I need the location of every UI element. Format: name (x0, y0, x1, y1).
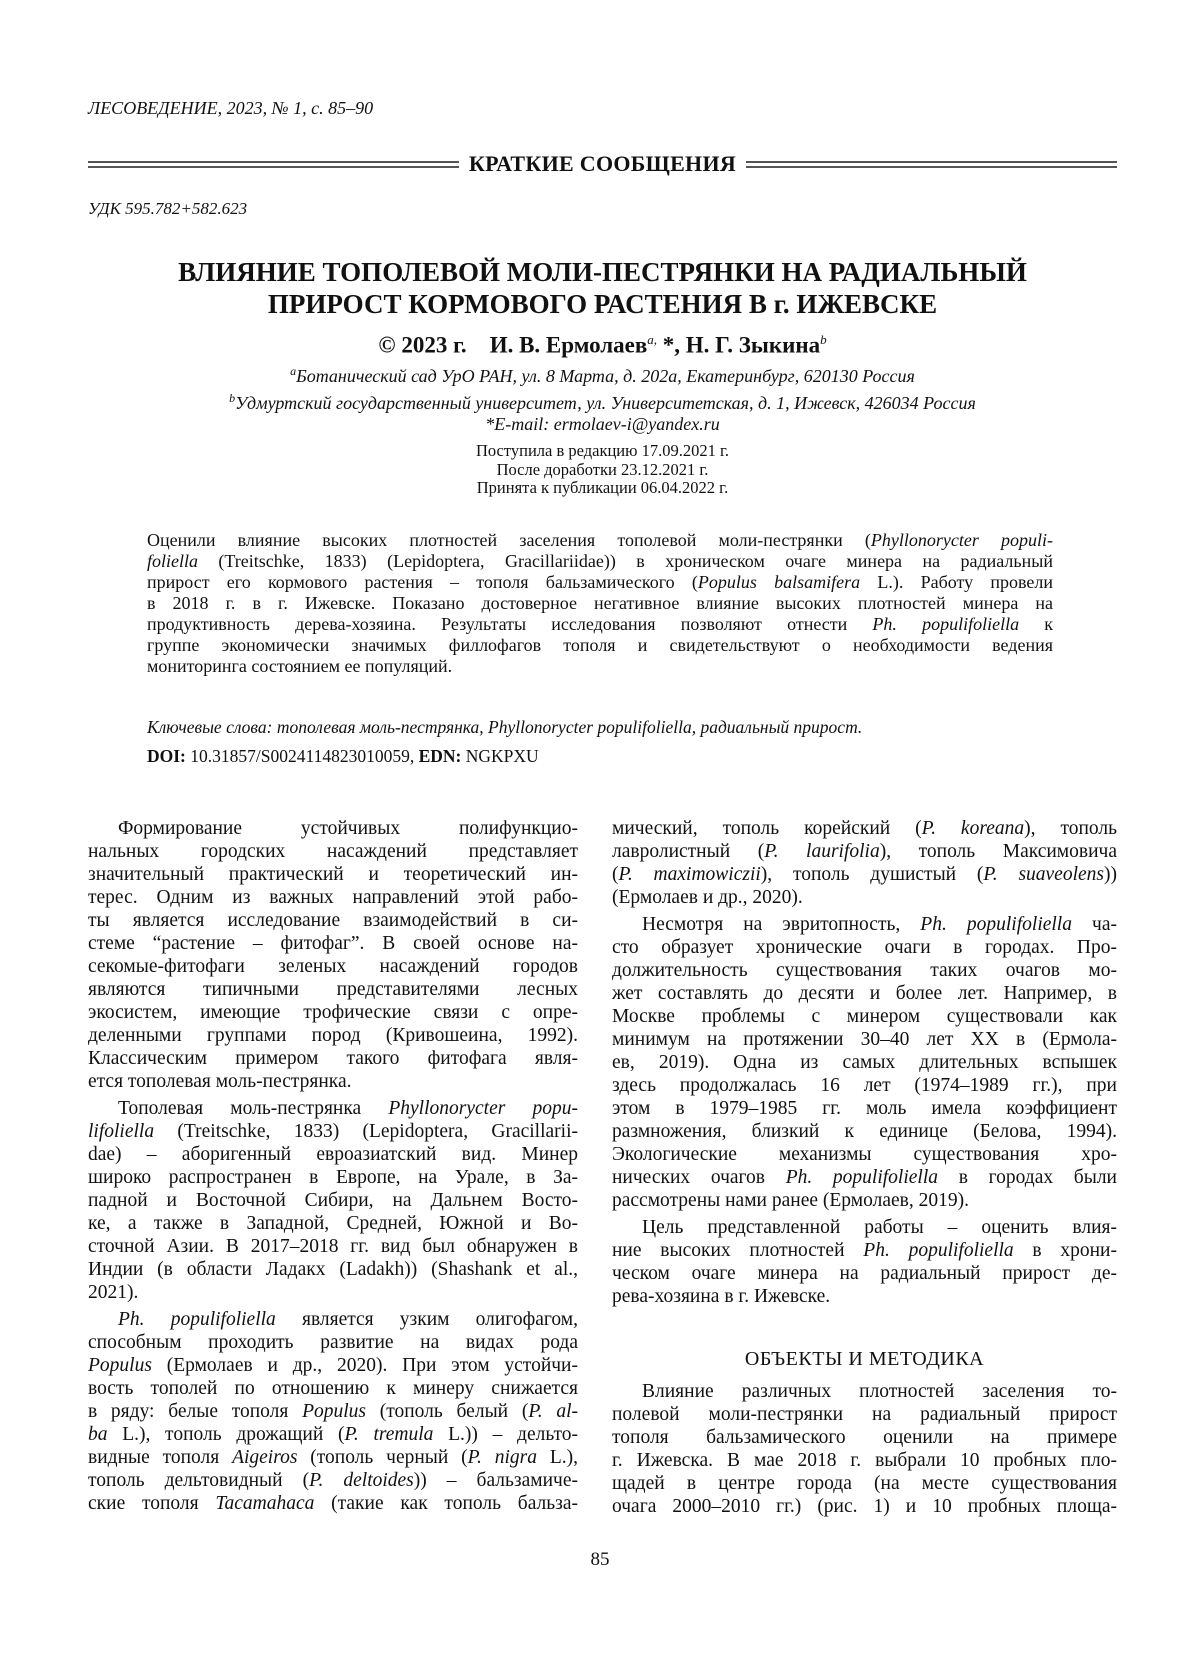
doi-value[interactable]: 10.31857/S0024114823010059, (186, 746, 419, 766)
affiliation (88, 391, 1117, 414)
text-run: щадей в центре города (на месте существования (612, 1473, 1117, 1494)
text-line (612, 1074, 1117, 1097)
text-run: Индии (в области Ладакх (Ladakh)) (Shashank et al., (88, 1259, 578, 1280)
text-run: (тополь черный ( (297, 1447, 467, 1468)
text-run: видные тополя (88, 1447, 232, 1468)
text-run: должительность существования таких очагов мо- (612, 960, 1117, 981)
text-line (88, 1377, 578, 1400)
text-run: ние высоких плотностей (612, 1240, 863, 1261)
text-run: сточной Азии. В 2017–2018 гг. вид был обнаружен в (88, 1236, 578, 1257)
text-run: (Ермолаев и др., 2020). При этом устойчи- (152, 1355, 578, 1376)
text-run: тополя бальзамического оценили на примере (612, 1427, 1117, 1448)
text-run: секомые-фитофаги зеленых насаждений городов (88, 956, 578, 977)
text-run: размножения, близкий к единице (Белова, 1994). (612, 1121, 1117, 1142)
text-run: ты является исследование взаимодействий в си- (88, 910, 578, 931)
text-line (612, 982, 1117, 1005)
text-run: минимум на протяжении 30–40 лет XX в (Ермола- (612, 1029, 1117, 1050)
text-run: здесь продолжалась 16 лет (1974–1989 гг.), при (612, 1075, 1117, 1096)
author-email[interactable]: *E-mail: ermolaev-i@yandex.ru (88, 414, 1117, 435)
text-run: Оценили влияние высоких плотностей заселения тополевой моли-пестрянки ( (147, 530, 871, 550)
text-run: к (1019, 614, 1053, 634)
section-heading: ОБЪЕКТЫ И МЕТОДИКА (612, 1348, 1117, 1371)
text-line (612, 1495, 1117, 1518)
text-run: в 2018 г. в г. Ижевске. Показано достоверное негативное влияние высоких плотностей минера на (147, 593, 1053, 613)
text-line (88, 1423, 578, 1446)
edn-value: NGKPXU (461, 746, 538, 766)
text-run: Формирование устойчивых полифункцио- (118, 818, 578, 839)
text-line (612, 1380, 1117, 1403)
text-run: в хрони- (1014, 1240, 1117, 1261)
italic-text-run: Populus (302, 1401, 366, 1422)
section-banner (88, 150, 1117, 178)
text-run: (Ермолаев и др., 2020). (612, 887, 803, 908)
affiliation-mark: a (290, 364, 296, 378)
text-run: ча- (1072, 914, 1117, 935)
text-line (147, 530, 1053, 551)
text-line (612, 959, 1117, 982)
text-line (147, 572, 1053, 593)
text-line (612, 1166, 1117, 1189)
keywords: Ключевые слова: тополевая моль-пестрянка, Phyllonorycter populifoliella, радиальный прирост. (147, 717, 862, 738)
affiliation-mark: b (229, 391, 235, 405)
edn-label: EDN: (419, 746, 462, 766)
text-line (88, 1097, 578, 1120)
text-run: ), тополь душистый ( (761, 864, 984, 885)
text-run: L.). Работу провели (860, 572, 1053, 592)
text-run: 2021). (88, 1282, 138, 1303)
paragraph (88, 1308, 578, 1515)
text-line (612, 817, 1117, 840)
text-run: полевой моли-пестрянки на радиальный прирост (612, 1404, 1117, 1425)
text-line (612, 1028, 1117, 1051)
text-run: dae) – аборигенный евроазиатский вид. Минер (88, 1144, 578, 1165)
doi-line (147, 746, 539, 767)
received-date: Поступила в редакцию 17.09.2021 г. (88, 442, 1117, 461)
paragraph (88, 817, 578, 1093)
italic-text-run: Ph. populifoliella (920, 914, 1072, 935)
text-run: Экологические механизмы существования хро- (612, 1144, 1117, 1165)
text-run: рева-хозяина в г. Ижевске. (612, 1286, 830, 1307)
copyright: © 2023 г. (378, 333, 466, 358)
paragraph (88, 1097, 578, 1304)
text-run: падной и Восточной Сибири, на Дальнем Восто- (88, 1190, 578, 1211)
text-line (88, 1001, 578, 1024)
text-run: (такие как тополь бальза- (314, 1493, 578, 1514)
text-run: Тополевая моль-пестрянка (118, 1098, 388, 1119)
italic-text-run: Phyllonorycter popu- (388, 1098, 578, 1119)
text-line (88, 1070, 578, 1093)
text-run: ( (612, 864, 619, 885)
text-run: прирост его кормового растения – тополя бальзамического ( (147, 572, 698, 592)
text-run: ские тополя (88, 1493, 215, 1514)
text-line (88, 1120, 578, 1143)
text-line (612, 1239, 1117, 1262)
italic-text-run: Ph. populifoliella (118, 1309, 276, 1330)
italic-text-run: ba (88, 1424, 108, 1445)
text-run: )) (1104, 864, 1117, 885)
text-line (612, 1449, 1117, 1472)
text-line (88, 1281, 578, 1304)
affiliation-text: Удмуртский государственный университет, ул. Университетская, д. 1, Ижевск, 426034 Россия (235, 393, 976, 413)
text-line (88, 932, 578, 955)
text-run: жет составлять до десяти и более лет. Например, в (612, 983, 1117, 1004)
italic-text-run: Ph. populifoliella (786, 1167, 938, 1188)
italic-text-run: P. maximowiczii (619, 864, 761, 885)
text-run: в ряду: белые тополя (88, 1401, 302, 1422)
text-run: L.), (537, 1447, 578, 1468)
double-rule-left (88, 161, 459, 168)
text-run: тополь дельтовидный ( (88, 1470, 309, 1491)
italic-text-run: P. suaveolens (983, 864, 1104, 885)
text-line (612, 1426, 1117, 1449)
text-run: лавролистный ( (612, 841, 764, 862)
text-line (612, 1143, 1117, 1166)
italic-text-run: P. nigra (468, 1447, 537, 1468)
text-line (88, 1331, 578, 1354)
text-run: Несмотря на эвритопность, (642, 914, 920, 935)
text-line (612, 863, 1117, 886)
text-line (147, 635, 1053, 656)
text-line (88, 817, 578, 840)
text-run: деленными группами пород (Кривошеина, 1992). (88, 1025, 578, 1046)
text-run: ), тополь Максимовича (880, 841, 1117, 862)
text-line (612, 1472, 1117, 1495)
italic-text-run: Aigeiros (232, 1447, 297, 1468)
text-run: способным проходить развитие на видах рода (88, 1332, 578, 1353)
text-run: вость тополей по отношению к минеру снижается (88, 1378, 578, 1399)
text-run: широко распространен в Европе, на Урале, в За- (88, 1167, 578, 1188)
italic-text-run: P. deltoides (309, 1470, 414, 1491)
body-column-right (612, 817, 1117, 1522)
text-line (88, 1258, 578, 1281)
paragraph (612, 1216, 1117, 1308)
text-line (612, 913, 1117, 936)
text-line (612, 840, 1117, 863)
text-run: в городах были (938, 1167, 1117, 1188)
italic-text-run: Populus (88, 1355, 152, 1376)
text-line (612, 1005, 1117, 1028)
text-run: мический, тополь корейский ( (612, 818, 922, 839)
text-line (88, 1492, 578, 1515)
italic-text-run: Ph. populifoliella (872, 614, 1019, 634)
text-line (612, 936, 1117, 959)
text-line (88, 1189, 578, 1212)
italic-text-run: foliella (147, 551, 198, 571)
text-line (612, 1051, 1117, 1074)
text-line (88, 1354, 578, 1377)
italic-text-run: P. koreana (922, 818, 1024, 839)
text-line (88, 1446, 578, 1469)
text-run: (Treitschke, 1833) (Lepidoptera, Gracillarii- (154, 1121, 578, 1142)
section-title: КРАТКИЕ СООБЩЕНИЯ (459, 151, 746, 177)
affiliation (88, 364, 1117, 387)
text-run: очага 2000–2010 гг.) (рис. 1) и 10 пробных площа- (612, 1496, 1117, 1517)
italic-text-run: lifoliella (88, 1121, 154, 1142)
text-run: стеме “растение – фитофаг”. В своей основе на- (88, 933, 578, 954)
text-run: продуктивность дерева-хозяина. Результаты исследования позволяют отнести (147, 614, 872, 634)
text-line (88, 840, 578, 863)
text-run: рассмотрены нами ранее (Ермолаев, 2019). (612, 1190, 969, 1211)
author-line (88, 332, 1117, 359)
text-run: мониторинга состоянием ее популяций. (147, 656, 452, 676)
paragraph (612, 913, 1117, 1212)
text-line (88, 1166, 578, 1189)
text-line (88, 1143, 578, 1166)
text-run: (тополь белый ( (366, 1401, 528, 1422)
text-line (612, 1262, 1117, 1285)
text-run: нических очагов (612, 1167, 786, 1188)
text-line (147, 614, 1053, 635)
page-number: 85 (0, 1549, 1200, 1571)
italic-text-run: P. tremula (344, 1424, 433, 1445)
title-line: ПРИРОСТ КОРМОВОГО РАСТЕНИЯ В г. ИЖЕВСКЕ (88, 288, 1117, 320)
text-line (88, 978, 578, 1001)
text-run: Классическим примером такого фитофага явля- (88, 1048, 578, 1069)
text-line (88, 1235, 578, 1258)
corresponding-mark: *, (657, 333, 680, 358)
text-line (88, 1047, 578, 1070)
italic-text-run: P. laurifolia (764, 841, 880, 862)
italic-text-run: Tacamahaca (215, 1493, 314, 1514)
text-run: группе экономически значимых филлофагов тополя и свидетельствуют о необходимости ведения (147, 635, 1053, 655)
text-run: сто образует хронические очаги в городах. Про- (612, 937, 1117, 958)
paragraph (612, 817, 1117, 909)
abstract (147, 530, 1053, 677)
text-line (612, 1097, 1117, 1120)
text-run: г. Ижевска. В мае 2018 г. выбрали 10 пробных пло- (612, 1450, 1117, 1471)
text-run: L.), тополь дрожащий ( (108, 1424, 345, 1445)
text-run: ке, а также в Западной, Средней, Южной и Во- (88, 1213, 578, 1234)
body-column-left (88, 817, 578, 1519)
text-line (88, 955, 578, 978)
revised-date: После доработки 23.12.2021 г. (88, 461, 1117, 480)
text-line (612, 1216, 1117, 1239)
article-title (88, 256, 1117, 320)
text-line (612, 1403, 1117, 1426)
text-run: L.)) – дельто- (433, 1424, 578, 1445)
author-affiliation-mark: a, (647, 332, 657, 347)
journal-citation: ЛЕСОВЕДЕНИЕ, 2023, № 1, с. 85–90 (88, 98, 373, 119)
text-run: нальных городских насаждений представляет (88, 841, 578, 862)
text-run: ев, 2019). Одна из самых длительных вспышек (612, 1052, 1117, 1073)
text-run: этом в 1979–1985 гг. моль имела коэффициент (612, 1098, 1117, 1119)
text-run: Москве проблемы с минером существовали как (612, 1006, 1117, 1027)
italic-text-run: P. al- (528, 1401, 578, 1422)
author-name: И. В. Ермолаев (490, 333, 648, 358)
text-line (88, 863, 578, 886)
text-run: являются типичными представителями лесных (88, 979, 578, 1000)
text-run: ческом очаге минера на радиальный прирост де- (612, 1263, 1117, 1284)
text-line (88, 1400, 578, 1423)
text-line (88, 1469, 578, 1492)
text-line (147, 551, 1053, 572)
double-rule-right (746, 161, 1117, 168)
text-run: ), тополь (1024, 818, 1117, 839)
author-affiliation-mark: b (820, 332, 827, 347)
text-line (612, 1285, 1117, 1308)
text-run: )) – бальзамиче- (414, 1470, 578, 1491)
text-run: значительный практический и теоретический ин- (88, 864, 578, 885)
accepted-date: Принята к публикации 06.04.2022 г. (88, 479, 1117, 498)
italic-text-run: Ph. populifoliella (863, 1240, 1013, 1261)
italic-text-run: Populus balsamifera (698, 572, 860, 592)
paragraph (612, 1380, 1117, 1518)
text-line (147, 656, 1053, 677)
text-run: Цель представленной работы – оценить влия- (642, 1217, 1117, 1238)
text-run: ется тополевая моль-пестрянка. (88, 1071, 352, 1092)
text-line (612, 886, 1117, 909)
text-line (612, 1120, 1117, 1143)
text-line (88, 909, 578, 932)
text-line (612, 1189, 1117, 1212)
text-run: (Treitschke, 1833) (Lepidoptera, Gracillariidae)) в хроническом очаге минера на радиальный (198, 551, 1053, 571)
text-line (88, 1212, 578, 1235)
text-line (147, 593, 1053, 614)
article-dates (88, 442, 1117, 498)
text-line (88, 1308, 578, 1331)
text-line (88, 886, 578, 909)
udk-code: УДК 595.782+582.623 (88, 199, 247, 219)
affiliation-text: Ботанический сад УрО РАН, ул. 8 Марта, д. 202а, Екатеринбург, 620130 Россия (296, 366, 915, 386)
title-line: ВЛИЯНИЕ ТОПОЛЕВОЙ МОЛИ-ПЕСТРЯНКИ НА РАДИАЛЬНЫЙ (88, 256, 1117, 288)
doi-label: DOI: (147, 746, 186, 766)
text-run: экосистем, имеющие трофические связи с опре- (88, 1002, 578, 1023)
text-run: Влияние различных плотностей заселения то- (642, 1381, 1117, 1402)
text-run: является узким олигофагом, (276, 1309, 578, 1330)
text-line (88, 1024, 578, 1047)
italic-text-run: Phyllonorycter populi- (871, 530, 1053, 550)
author-name: Н. Г. Зыкина (686, 333, 820, 358)
text-run: терес. Одним из важных направлений этой рабо- (88, 887, 578, 908)
